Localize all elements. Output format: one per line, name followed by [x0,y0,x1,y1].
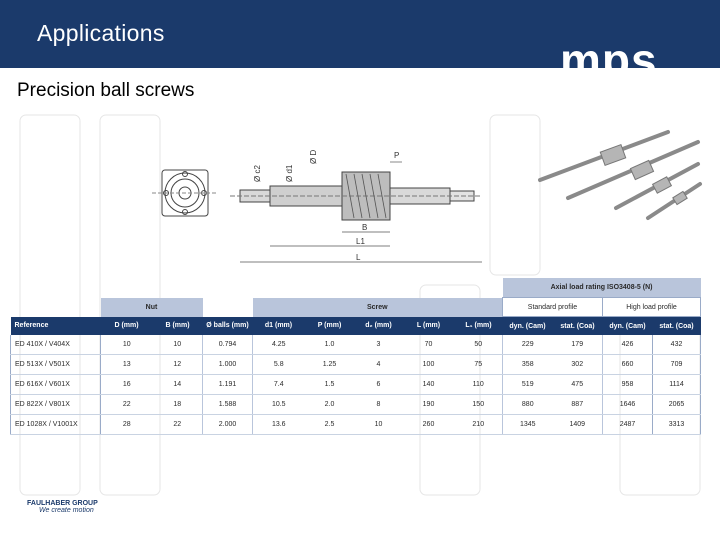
column-header: L (mm) [403,317,455,336]
table-cell: 4.25 [253,335,305,355]
table-cell: 1345 [503,415,553,435]
dim-label-D: Ø D [309,149,318,164]
header-bar [0,0,720,86]
column-header: L₁ (mm) [455,317,503,336]
screw-side-view [230,172,482,220]
column-header: dyn. (Cam) [603,317,653,336]
table-cell: 10.5 [253,395,305,415]
column-header: stat. (Coa) [653,317,701,336]
ball-screws-photo [528,118,708,224]
table-cell: 302 [553,355,603,375]
table-cell: 426 [603,335,653,355]
high-load-profile-header: High load profile [603,298,701,317]
column-header: Ø balls (mm) [203,317,253,336]
column-header: d1 (mm) [253,317,305,336]
table-cell: 2.5 [305,415,355,435]
table-cell: 28 [101,415,153,435]
table-cell: ED 1028X / V1001X [11,415,101,435]
slide-title: Applications [37,20,165,46]
group-row [11,298,701,317]
table-row [11,415,701,435]
table-cell: 210 [455,415,503,435]
table-cell: 1114 [653,375,701,395]
table-cell: 1.588 [203,395,253,415]
table-cell: 958 [603,375,653,395]
dim-label-c2: Ø c2 [253,165,262,182]
table-cell: 2.0 [305,395,355,415]
standard-profile-header: Standard profile [503,298,603,317]
slide-subtitle: Precision ball screws [17,80,195,101]
table-cell: 13 [101,355,153,375]
table-cell: 660 [603,355,653,375]
nut-group-header: Nut [101,298,203,317]
axial-rating-header: Axial load rating ISO3408-5 (N) [503,278,701,298]
table-cell: ED 513X / V501X [11,355,101,375]
table-cell: 0.794 [203,335,253,355]
column-header: Reference [11,317,101,336]
table-cell: 140 [403,375,455,395]
table-cell: 14 [153,375,203,395]
table-cell: 100 [403,355,455,375]
table-cell: 22 [101,395,153,415]
table-cell: 50 [455,335,503,355]
table-cell: 6 [355,375,403,395]
table-cell: 7.4 [253,375,305,395]
table-cell: 887 [553,395,603,415]
table-cell: 3 [355,335,403,355]
table-cell: 2065 [653,395,701,415]
dim-label-L: L [356,253,361,262]
table-cell: 519 [503,375,553,395]
table-cell: ED 822X / V801X [11,395,101,415]
table-cell: 475 [553,375,603,395]
table-cell: 8 [355,395,403,415]
table-cell: 2487 [603,415,653,435]
table-cell: 190 [403,395,455,415]
table-cell: 18 [153,395,203,415]
dim-label-B: B [362,223,368,232]
column-header: D (mm) [101,317,153,336]
table-cell: 179 [553,335,603,355]
faulhaber-tagline: We create motion [39,507,94,514]
table-cell: 1.000 [203,355,253,375]
table-row [11,375,701,395]
table-row [11,335,701,355]
table-cell: 13.6 [253,415,305,435]
spec-table [10,278,701,435]
column-header: dyn. (Cam) [503,317,553,336]
table-cell: 4 [355,355,403,375]
table-row [11,355,701,375]
mps-logo: mps [560,34,658,86]
table-cell: ED 410X / V404X [11,335,101,355]
axial-rating-row [11,278,701,298]
table-cell: 260 [403,415,455,435]
table-cell: 709 [653,355,701,375]
column-header: d₂ (mm) [355,317,403,336]
screw-group-header: Screw [253,298,503,317]
table-cell: 1.191 [203,375,253,395]
table-cell: 1.5 [305,375,355,395]
table-cell: 75 [455,355,503,375]
column-header: stat. (Coa) [553,317,603,336]
faulhaber-logo [27,500,98,514]
table-cell: 150 [455,395,503,415]
table-cell: 70 [403,335,455,355]
table-cell: 3313 [653,415,701,435]
table-cell: 880 [503,395,553,415]
ball-screw-drawing [150,148,490,276]
column-header-row [11,317,701,336]
table-cell: ED 616X / V601X [11,375,101,395]
table-cell: 1.25 [305,355,355,375]
dim-label-L1: L1 [356,237,365,246]
faulhaber-name: FAULHABER GROUP [27,500,98,507]
table-cell: 1646 [603,395,653,415]
table-cell: 432 [653,335,701,355]
table-cell: 229 [503,335,553,355]
table-cell: 110 [455,375,503,395]
table-cell: 12 [153,355,203,375]
table-cell: 358 [503,355,553,375]
table-row [11,395,701,415]
column-header: P (mm) [305,317,355,336]
table-cell: 10 [355,415,403,435]
dim-label-P: P [394,151,400,160]
table-cell: 5.8 [253,355,305,375]
table-cell: 10 [153,335,203,355]
table-cell: 16 [101,375,153,395]
dim-label-d1: Ø d1 [285,164,294,182]
table-cell: 1409 [553,415,603,435]
table-cell: 1.0 [305,335,355,355]
nut-end-view [152,170,218,216]
table-cell: 2.000 [203,415,253,435]
table-cell: 10 [101,335,153,355]
table-cell: 22 [153,415,203,435]
column-header: B (mm) [153,317,203,336]
